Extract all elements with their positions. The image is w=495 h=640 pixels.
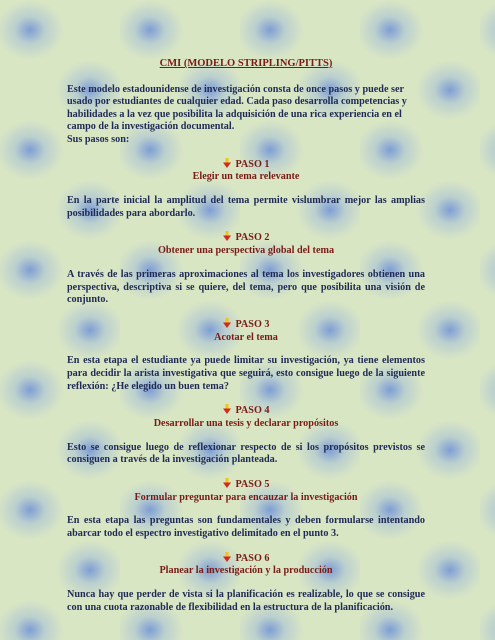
- step-description: En esta etapa las preguntas son fundamentales y deben formularse intentando abarcar todo el espectro investigativo delimitado en el punto 3.: [67, 515, 425, 540]
- step-title: Planear la investigación y la producción: [159, 565, 333, 577]
- step-description: Esto se consigue luego de reflexionar respecto de si los propósitos previstos se consiguen a través de la investigación planteada.: [67, 441, 425, 466]
- step-title: Elegir un tema relevante: [192, 171, 300, 183]
- step-number: PASO 5: [235, 478, 270, 490]
- down-arrow-icon: [222, 231, 232, 241]
- step-title: Acotar el tema: [214, 331, 278, 343]
- document-page: [67, 58, 425, 614]
- intro-paragraph: Este modelo estadounidense de investigación consta de once pasos y puede ser usado por estudiantes de cualquier edad. Cada paso desarrolla competencias y habilidades a la vez que posibilita la adquisición de una rica experiencia en el campo de la investigación documental.: [67, 83, 407, 133]
- down-arrow-icon: [222, 158, 232, 168]
- step-heading: [67, 231, 425, 258]
- step-heading: [67, 404, 425, 431]
- step-2: [67, 231, 425, 306]
- step-6: [67, 552, 425, 615]
- step-1: [67, 158, 425, 221]
- step-number: PASO 4: [235, 405, 270, 417]
- down-arrow-icon: [222, 478, 232, 488]
- step-heading: [67, 158, 425, 185]
- step-description: Nunca hay que perder de vista si la planificación es realizable, lo que se consigue con una cuota razonable de flexibilidad en la estructura de la planificación.: [67, 589, 425, 613]
- step-title: Obtener una perspectiva global del tema: [157, 245, 335, 257]
- step-number: PASO 6: [235, 552, 270, 564]
- step-3: [67, 318, 425, 393]
- step-number: PASO 2: [235, 232, 270, 244]
- down-arrow-icon: [222, 552, 232, 562]
- step-description: A través de las primeras aproximaciones al tema los investigadores obtienen una perspectiva, descriptiva si se quiere, del tema, pero que posibilita una visión de conjunto.: [67, 268, 425, 306]
- step-description: En esta etapa el estudiante ya puede limitar su investigación, ya tiene elementos para decidir la arista investigativa que seguirá, esto consigue luego de la siguiente reflexión: ¿He elegido un buen tema?: [67, 355, 425, 392]
- step-description: En la parte inicial la amplitud del tema permite vislumbrar mejor las amplias posibilidades para abordarlo.: [67, 195, 425, 219]
- step-number: PASO 3: [235, 318, 270, 330]
- step-number: PASO 1: [235, 158, 270, 170]
- step-5: [67, 478, 425, 541]
- intro-steps-label: Sus pasos son:: [67, 133, 130, 145]
- step-heading: [67, 552, 425, 579]
- step-heading: [67, 318, 425, 345]
- down-arrow-icon: [222, 318, 232, 328]
- step-title: Desarrollar una tesis y declarar propósitos: [153, 417, 339, 429]
- step-title: Formular preguntar para encauzar la investigación: [134, 491, 358, 503]
- step-heading: [67, 478, 425, 505]
- down-arrow-icon: [222, 404, 232, 414]
- document-title: CMI (MODELO STRIPLING/PITTS): [159, 58, 333, 69]
- intro: [67, 84, 425, 147]
- step-4: [67, 404, 425, 467]
